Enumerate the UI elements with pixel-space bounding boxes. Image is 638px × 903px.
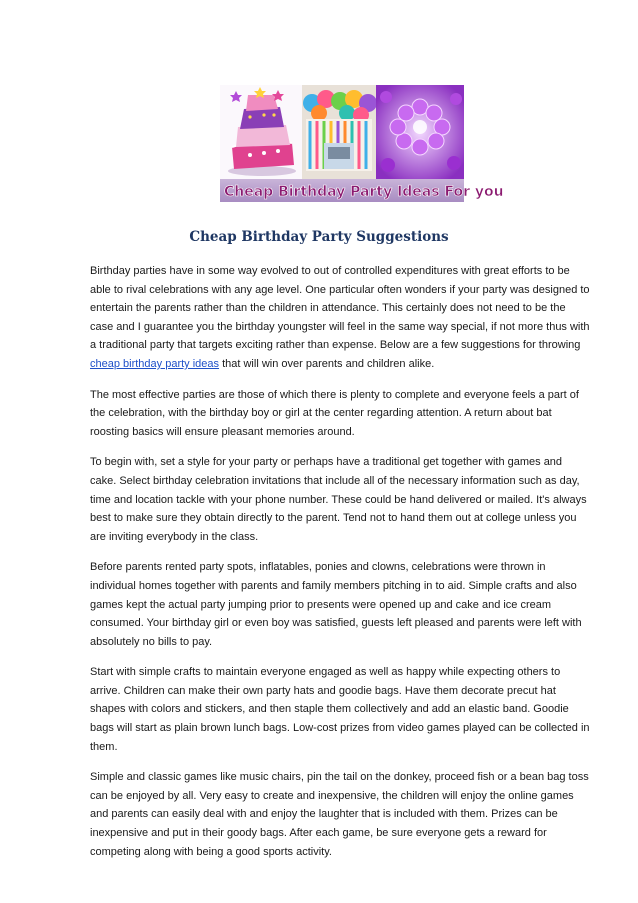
banner-caption: Cheap Birthday Party Ideas For you: [224, 184, 504, 200]
paragraph-text: Birthday parties have in some way evolved to out of controlled expenditures with great efforts to be able to rival celebrations with any age level. One particular often wonders if your party was designed to entertain the parents rather than the children in attendance. This certainly does not need to be the case and I guarantee you the birthday youngster will feel in the same way special, if not more thus with a traditional party that targets exciting rather than expense. Below are a few suggestions for throwing: [90, 265, 590, 352]
balloons-picture: [302, 85, 377, 179]
paragraph: Start with simple crafts to maintain everyone engaged as well as happy while expecting others to arrive. Children can make their own party hats and goodie bags. Have them decorate precut hat shapes with colors and stickers, and then staple them collectively and add an elastic band. Goodie bags will start as plain brown lunch bags. Low-cost prizes from video games played can be collected in them.: [90, 666, 590, 753]
paragraph: Before parents rented party spots, inflatables, ponies and clowns, celebrations were thrown in individual homes together with parents and family members pitching in to aid. Simple crafts and also games kept the actual party jumping prior to presents were opened up and cake and ice cream consumed. Your birthday girl or even boy was satisfied, guests left pleased and parents were left with absolutely no bills to pay.: [90, 561, 582, 648]
purple-party-picture: [376, 85, 464, 179]
paragraph-intro: [90, 262, 590, 374]
article-body: [90, 262, 590, 873]
cheap-birthday-party-ideas-link[interactable]: cheap birthday party ideas: [90, 357, 220, 370]
paragraph: Simple and classic games like music chairs, pin the tail on the donkey, proceed fish or a bean bag toss can be enjoyed by all. Very easy to create and inexpensive, the children will enjoy the online games and parents can easily deal with and enjoy the laughter that is included with them. Prizes can be inexpensive and put in their goody bags. After each game, be sure everyone gets a reward for competing along with being a good sports activity.: [90, 771, 589, 858]
page-title: Cheap Birthday Party Suggestions: [189, 229, 449, 245]
paragraph: The most effective parties are those of which there is plenty to complete and everyone feels a part of the celebration, with the birthday boy or girl at the center regarding attention. A return about bat roosting basics will ensure pleasant memories around.: [90, 388, 579, 438]
paragraph-text: that will win over parents and children alike.: [219, 357, 435, 370]
banner-image: [220, 85, 504, 202]
paragraph: To begin with, set a style for your party or perhaps have a traditional get together with games and cake. Select birthday celebration invitations that include all of the necessary information such as day, time and location tackle with your phone number. These could be hand delivered or mailed. It's always best to make sure they obtain directly to the parent. Tend not to hand them out at college unless you are inviting everybody in the class.: [90, 456, 587, 543]
cake-picture: [220, 85, 302, 179]
